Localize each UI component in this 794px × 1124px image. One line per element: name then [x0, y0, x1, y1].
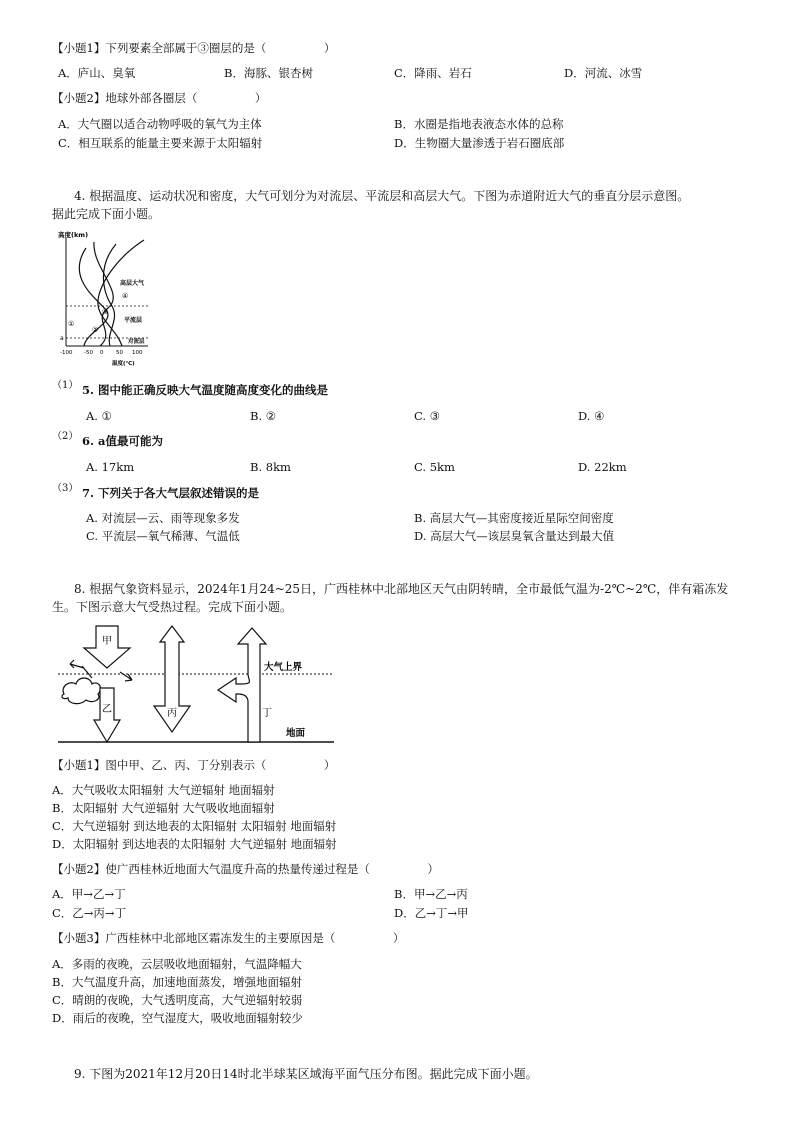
curve-label-1: ① — [68, 320, 75, 328]
q4-sub3-option-d[interactable]: D. 高层大气—该层臭氧含量达到最大值 — [414, 529, 615, 543]
q4-sub3-number: （3） — [52, 483, 79, 494]
q4-sub1-option-c[interactable]: C. ③ — [414, 409, 441, 423]
q3-sub1-stem: 【小题1】下列要素全部属于③圈层的是（ ） — [52, 41, 336, 55]
curve-label-3: ③ — [102, 308, 109, 316]
q4-sub2-stem: 6. a值最可能为 — [82, 434, 163, 448]
q8-sub2-option-c[interactable]: C．乙→丙→丁 — [52, 906, 127, 920]
q8-sub1-stem: 【小题1】图中甲、乙、丙、丁分别表示（ ） — [52, 758, 336, 772]
y-tick-a: a — [60, 335, 64, 342]
q3-sub2-option-a[interactable]: A．大气圈以适合动物呼吸的氧气为主体 — [58, 117, 262, 131]
q4-sub1-option-a[interactable]: A. ① — [86, 409, 112, 423]
figure-y-label: 高度(km) — [58, 231, 89, 239]
reflect-line — [82, 666, 92, 678]
arrow-jia — [84, 626, 130, 668]
q8-sub2-option-a[interactable]: A．甲→乙→丁 — [52, 887, 126, 901]
q3-sub1-option-a[interactable]: A．庐山、臭氧 — [58, 66, 136, 80]
figure-x-label: 温度(℃) — [112, 361, 135, 367]
label-atmosphere-top: 大气上界 — [264, 662, 303, 673]
q4-sub3-stem: 7. 下列关于各大气层叙述错误的是 — [82, 486, 260, 500]
label-yi: 乙 — [102, 704, 112, 715]
q8-sub3-option-a[interactable]: A．多雨的夜晚，云层吸收地面辐射，气温降幅大 — [52, 957, 302, 971]
q4-sub3-option-a[interactable]: A. 对流层—云、雨等现象多发 — [86, 511, 240, 525]
q9-intro: 9. 下图为2021年12月20日14时北半球某区域海平面气压分布图。据此完成下面小题。 — [74, 1067, 538, 1081]
q8-sub3-stem: 【小题3】广西桂林中北部地区霜冻发生的主要原因是（ ） — [52, 931, 405, 945]
cloud-icon — [62, 678, 101, 704]
q4-sub3-option-b[interactable]: B. 高层大气—其密度接近星际空间密度 — [414, 511, 614, 525]
label-ground: 地面 — [286, 728, 306, 739]
q8-sub1-option-a[interactable]: A．大气吸收太阳辐射 大气逆辐射 地面辐射 — [52, 783, 275, 797]
q8-sub3-option-b[interactable]: B．大气温度升高，加速地面蒸发，增强地面辐射 — [52, 975, 302, 989]
q4-intro-line2: 据此完成下面小题。 — [52, 207, 161, 221]
label-upper-atmosphere: 高层大气 — [120, 280, 145, 287]
q3-sub1-option-d[interactable]: D．河流、冰雪 — [564, 66, 643, 80]
q4-sub3-option-c[interactable]: C. 平流层—氧气稀薄、气温低 — [86, 529, 240, 543]
q4-sub1-stem: 5. 图中能正确反映大气温度随高度变化的曲线是 — [82, 383, 329, 397]
label-jia: 甲 — [102, 636, 112, 647]
q4-sub2-number: （2） — [52, 431, 79, 442]
q3-sub2-option-b[interactable]: B．水圈是指地表液态水体的总称 — [394, 117, 564, 131]
q8-sub3-option-d[interactable]: D．雨后的夜晚，空气湿度大，吸收地面辐射较少 — [52, 1011, 303, 1025]
x-tick-2: -50 — [84, 350, 93, 356]
q8-sub1-option-b[interactable]: B．太阳辐射 大气逆辐射 大气吸收地面辐射 — [52, 801, 275, 815]
curve-label-4: ④ — [122, 292, 129, 300]
q8-intro-line2: 生。下图示意大气受热过程。完成下面小题。 — [52, 600, 293, 614]
q8-sub1-option-d[interactable]: D．太阳辐射 到达地表的太阳辐射 大气逆辐射 地面辐射 — [52, 837, 337, 851]
label-ding: 丁 — [262, 708, 272, 719]
q4-sub1-option-d[interactable]: D. ④ — [578, 409, 605, 423]
q4-sub2-option-b[interactable]: B. 8km — [250, 460, 291, 474]
x-tick-5: 100 — [132, 350, 143, 356]
q3-sub1-option-c[interactable]: C．降雨、岩石 — [394, 66, 472, 80]
q8-sub1-option-c[interactable]: C．大气逆辐射 到达地表的太阳辐射 太阳辐射 地面辐射 — [52, 819, 337, 833]
x-tick-1: -100 — [60, 350, 73, 356]
q4-sub1-option-b[interactable]: B. ② — [250, 409, 277, 423]
label-bing: 丙 — [167, 708, 177, 719]
q8-sub3-option-c[interactable]: C．晴朗的夜晚，大气透明度高，大气逆辐射较弱 — [52, 993, 303, 1007]
x-tick-4: 50 — [116, 350, 123, 356]
x-tick-3: 0 — [100, 350, 104, 356]
q3-sub2-option-c[interactable]: C．相互联系的能量主要来源于太阳辐射 — [58, 136, 263, 150]
q8-sub2-stem: 【小题2】使广西桂林近地面大气温度升高的热量传递过程是（ ） — [52, 862, 439, 876]
reflect-arrow-right — [120, 672, 132, 681]
arrow-ding — [218, 628, 266, 742]
label-stratosphere: 平流层 — [124, 317, 143, 324]
atmosphere-layers-figure — [56, 228, 166, 372]
q3-sub2-stem: 【小题2】地球外部各圈层（ ） — [52, 91, 267, 105]
q8-sub2-option-d[interactable]: D．乙→丁→甲 — [394, 906, 469, 920]
q3-sub2-option-d[interactable]: D．生物圈大量渗透于岩石圈底部 — [394, 136, 565, 150]
q8-intro-line1: 8. 根据气象资料显示，2024年1月24~25日，广西桂林中北部地区天气由阴转晴，全市最低气温为-2℃~2℃，伴有霜冻发 — [74, 582, 729, 596]
q3-sub1-option-b[interactable]: B．海豚、银杏树 — [224, 66, 313, 80]
q8-sub2-option-b[interactable]: B．甲→乙→丙 — [394, 887, 468, 901]
q4-intro-line1: 4. 根据温度、运动状况和密度，大气可划分为对流层、平流层和高层大气。下图为赤道附近大气的垂直分层示意图。 — [74, 189, 690, 203]
q4-sub2-option-d[interactable]: D. 22km — [578, 460, 627, 474]
label-troposphere: 对流层 — [128, 339, 145, 345]
atmospheric-heating-figure — [58, 624, 338, 748]
curve-label-2: ② — [92, 326, 99, 334]
q4-sub2-option-c[interactable]: C. 5km — [414, 460, 455, 474]
q4-sub1-number: （1） — [52, 380, 79, 391]
q4-sub2-option-a[interactable]: A. 17km — [86, 460, 135, 474]
